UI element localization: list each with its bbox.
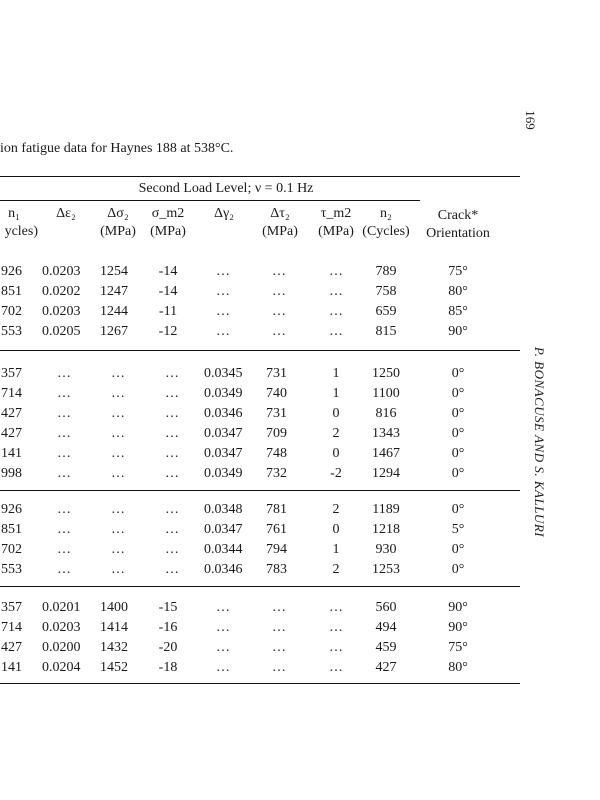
cell-sigma-m2: … [165, 446, 179, 461]
cell-sigma-m2: -16 [158, 620, 178, 635]
cell-tau-m2: -2 [330, 466, 342, 481]
cell-delta-gamma2: 0.0348 [204, 502, 243, 517]
table-row [0, 522, 520, 542]
page-number: 169 [522, 110, 538, 130]
group-rule-1 [0, 350, 520, 351]
table-row [0, 426, 520, 446]
cell-delta-sigma2: … [111, 466, 125, 481]
cell-n2: 494 [375, 620, 397, 635]
cell-n2: 930 [375, 542, 397, 557]
cell-crack: 90° [448, 600, 468, 615]
cell-n1: 553 [1, 562, 22, 577]
cell-sigma-m2: … [165, 542, 179, 557]
cell-delta-epsilon2: 0.0200 [42, 640, 81, 655]
cell-crack: 90° [448, 620, 468, 635]
table-bottom-rule [0, 683, 520, 684]
cell-delta-tau2: 748 [266, 446, 287, 461]
cell-delta-epsilon2: … [57, 542, 71, 557]
cell-tau-m2: … [329, 324, 343, 339]
cell-tau-m2: 0 [332, 522, 340, 537]
cell-tau-m2: 1 [332, 542, 340, 557]
cell-n1: 702 [1, 304, 22, 319]
table-row [0, 304, 520, 324]
cell-sigma-m2: … [165, 406, 179, 421]
header-delta-sigma2: Δσ₂ [107, 206, 129, 221]
cell-tau-m2: … [329, 640, 343, 655]
cell-n2: 1218 [372, 522, 400, 537]
cell-n1: 553 [1, 324, 22, 339]
cell-crack: 0° [451, 466, 465, 481]
cell-n1: 926 [1, 502, 22, 517]
header-delta-epsilon2: Δε₂ [56, 206, 76, 221]
cell-delta-gamma2: 0.0349 [204, 386, 243, 401]
cell-crack: 0° [451, 386, 465, 401]
cell-crack: 0° [451, 366, 465, 381]
header-crack: Crack* [437, 208, 479, 223]
table-row [0, 324, 520, 344]
cell-n1: 851 [1, 522, 22, 537]
header-tau-m2-unit: (MPa) [318, 224, 354, 239]
cell-n1: 427 [1, 426, 22, 441]
cell-delta-gamma2: … [216, 620, 230, 635]
cell-delta-tau2: … [272, 324, 286, 339]
cell-delta-tau2: 740 [266, 386, 287, 401]
table-caption: ion fatigue data for Haynes 188 at 538°C. [0, 141, 234, 156]
table-row [0, 466, 520, 486]
cell-delta-sigma2: … [111, 386, 125, 401]
cell-delta-gamma2: 0.0346 [204, 406, 243, 421]
cell-delta-gamma2: 0.0347 [204, 522, 243, 537]
cell-delta-sigma2: … [111, 446, 125, 461]
cell-delta-gamma2: … [216, 284, 230, 299]
cell-tau-m2: … [329, 620, 343, 635]
cell-n2: 1189 [372, 502, 400, 517]
cell-crack: 5° [451, 522, 465, 537]
table-row [0, 502, 520, 522]
cell-tau-m2: 0 [332, 406, 340, 421]
cell-delta-sigma2: 1247 [100, 284, 128, 299]
cell-delta-epsilon2: … [57, 446, 71, 461]
cell-n2: 459 [375, 640, 397, 655]
cell-delta-epsilon2: 0.0203 [42, 304, 81, 319]
cell-n2: 816 [375, 406, 397, 421]
group-header: Second Load Level; ν = 0.1 Hz [138, 181, 314, 196]
header-n2-unit: (Cycles) [362, 224, 410, 239]
running-head: P. BONACUSE AND S. KALLURI [532, 346, 547, 538]
cell-delta-gamma2: … [216, 640, 230, 655]
cell-crack: 0° [451, 406, 465, 421]
table-row [0, 446, 520, 466]
cell-n1: 926 [1, 264, 22, 279]
cell-n1: 702 [1, 542, 22, 557]
cell-n2: 1343 [372, 426, 400, 441]
cell-delta-epsilon2: … [57, 366, 71, 381]
table-row [0, 386, 520, 406]
header-delta-tau2: Δτ₂ [270, 206, 290, 221]
cell-delta-tau2: … [272, 284, 286, 299]
cell-n2: 1294 [372, 466, 400, 481]
cell-delta-epsilon2: … [57, 502, 71, 517]
cell-delta-tau2: 761 [266, 522, 287, 537]
cell-delta-epsilon2: 0.0205 [42, 324, 81, 339]
header-n2: n₂ [380, 206, 392, 221]
cell-delta-gamma2: … [216, 324, 230, 339]
header-n1-unit: ycles) [4, 224, 38, 239]
cell-crack: 80° [448, 284, 468, 299]
cell-delta-gamma2: … [216, 660, 230, 675]
cell-tau-m2: … [329, 304, 343, 319]
table-row [0, 660, 520, 680]
cell-delta-sigma2: … [111, 562, 125, 577]
cell-sigma-m2: … [165, 466, 179, 481]
cell-sigma-m2: -20 [158, 640, 178, 655]
cell-crack: 0° [451, 542, 465, 557]
cell-n1: 357 [1, 600, 22, 615]
table-row [0, 366, 520, 386]
table-row [0, 620, 520, 640]
cell-n2: 1250 [372, 366, 400, 381]
cell-delta-epsilon2: 0.0202 [42, 284, 81, 299]
cell-delta-gamma2: … [216, 304, 230, 319]
cell-delta-tau2: 794 [266, 542, 287, 557]
header-delta-sigma2-unit: (MPa) [100, 224, 136, 239]
cell-delta-tau2: … [272, 640, 286, 655]
cell-delta-epsilon2: … [57, 522, 71, 537]
cell-delta-epsilon2: … [57, 406, 71, 421]
cell-delta-sigma2: 1400 [100, 600, 128, 615]
cell-tau-m2: 0 [332, 446, 340, 461]
cell-delta-tau2: 783 [266, 562, 287, 577]
cell-crack: 0° [451, 562, 465, 577]
cell-sigma-m2: … [165, 522, 179, 537]
cell-n2: 1467 [372, 446, 400, 461]
cell-delta-gamma2: … [216, 600, 230, 615]
cell-delta-tau2: … [272, 600, 286, 615]
group-rule-3 [0, 586, 520, 587]
cell-delta-epsilon2: … [57, 562, 71, 577]
cell-delta-sigma2: … [111, 522, 125, 537]
header-n1: n₁ [8, 206, 20, 221]
cell-delta-tau2: 732 [266, 466, 287, 481]
cell-delta-sigma2: … [111, 542, 125, 557]
cell-sigma-m2: … [165, 426, 179, 441]
cell-delta-tau2: 731 [266, 406, 287, 421]
cell-delta-gamma2: 0.0347 [204, 446, 243, 461]
cell-crack: 85° [448, 304, 468, 319]
cell-delta-sigma2: 1267 [100, 324, 128, 339]
cell-sigma-m2: … [165, 562, 179, 577]
cell-delta-sigma2: … [111, 406, 125, 421]
cell-tau-m2: … [329, 284, 343, 299]
cell-n1: 714 [1, 620, 22, 635]
cell-delta-gamma2: 0.0347 [204, 426, 243, 441]
cell-delta-gamma2: 0.0349 [204, 466, 243, 481]
cell-sigma-m2: … [165, 366, 179, 381]
cell-delta-gamma2: 0.0345 [204, 366, 243, 381]
cell-n2: 659 [375, 304, 397, 319]
cell-n2: 560 [375, 600, 397, 615]
cell-delta-gamma2: … [216, 264, 230, 279]
group-rule-2 [0, 490, 520, 491]
cell-crack: 75° [448, 264, 468, 279]
cell-crack: 0° [451, 446, 465, 461]
cell-n2: 1100 [372, 386, 400, 401]
group-header-rule [0, 200, 420, 201]
cell-delta-epsilon2: 0.0203 [42, 620, 81, 635]
cell-sigma-m2: -18 [158, 660, 178, 675]
table-top-rule [0, 176, 520, 177]
cell-n2: 815 [375, 324, 397, 339]
cell-n1: 357 [1, 366, 22, 381]
table-row [0, 284, 520, 304]
cell-n1: 427 [1, 640, 22, 655]
cell-delta-tau2: 731 [266, 366, 287, 381]
cell-tau-m2: 2 [332, 426, 340, 441]
cell-sigma-m2: -14 [158, 264, 178, 279]
cell-crack: 80° [448, 660, 468, 675]
cell-n2: 758 [375, 284, 397, 299]
cell-n1: 851 [1, 284, 22, 299]
cell-crack: 0° [451, 502, 465, 517]
cell-delta-sigma2: 1432 [100, 640, 128, 655]
cell-delta-sigma2: 1244 [100, 304, 128, 319]
header-crack-unit: Orientation [426, 226, 490, 241]
cell-n2: 1253 [372, 562, 400, 577]
header-delta-gamma2: Δγ₂ [213, 206, 235, 221]
cell-delta-epsilon2: … [57, 426, 71, 441]
cell-sigma-m2: -11 [158, 304, 178, 319]
cell-sigma-m2: … [165, 502, 179, 517]
cell-tau-m2: … [329, 660, 343, 675]
cell-delta-gamma2: 0.0346 [204, 562, 243, 577]
cell-n2: 427 [375, 660, 397, 675]
cell-tau-m2: … [329, 600, 343, 615]
cell-delta-tau2: 709 [266, 426, 287, 441]
cell-n1: 998 [1, 466, 22, 481]
cell-sigma-m2: -14 [158, 284, 178, 299]
cell-delta-tau2: 781 [266, 502, 287, 517]
cell-delta-sigma2: 1414 [100, 620, 128, 635]
cell-delta-epsilon2: 0.0203 [42, 264, 81, 279]
cell-n1: 141 [1, 446, 22, 461]
cell-delta-sigma2: … [111, 366, 125, 381]
cell-sigma-m2: -15 [158, 600, 178, 615]
cell-delta-epsilon2: 0.0204 [42, 660, 81, 675]
table-row [0, 406, 520, 426]
cell-delta-epsilon2: 0.0201 [42, 600, 81, 615]
cell-n1: 141 [1, 660, 22, 675]
header-sigma-m2-unit: (MPa) [150, 224, 186, 239]
cell-tau-m2: 2 [332, 562, 340, 577]
table-row [0, 562, 520, 582]
table-row [0, 542, 520, 562]
table-row [0, 600, 520, 620]
cell-n2: 789 [375, 264, 397, 279]
cell-delta-sigma2: … [111, 426, 125, 441]
cell-tau-m2: 2 [332, 502, 340, 517]
cell-delta-tau2: … [272, 660, 286, 675]
cell-delta-sigma2: … [111, 502, 125, 517]
cell-sigma-m2: -12 [158, 324, 178, 339]
cell-delta-tau2: … [272, 264, 286, 279]
cell-delta-gamma2: 0.0344 [204, 542, 243, 557]
cell-sigma-m2: … [165, 386, 179, 401]
cell-tau-m2: 1 [332, 386, 340, 401]
cell-crack: 0° [451, 426, 465, 441]
cell-crack: 90° [448, 324, 468, 339]
header-sigma-m2: σ_m2 [151, 206, 185, 221]
cell-tau-m2: 1 [332, 366, 340, 381]
cell-n1: 714 [1, 386, 22, 401]
table-row [0, 640, 520, 660]
cell-delta-epsilon2: … [57, 466, 71, 481]
table-row [0, 264, 520, 284]
cell-delta-sigma2: 1452 [100, 660, 128, 675]
cell-delta-tau2: … [272, 620, 286, 635]
cell-crack: 75° [448, 640, 468, 655]
cell-delta-tau2: … [272, 304, 286, 319]
cell-tau-m2: … [329, 264, 343, 279]
header-delta-tau2-unit: (MPa) [262, 224, 298, 239]
cell-n1: 427 [1, 406, 22, 421]
cell-delta-sigma2: 1254 [100, 264, 128, 279]
cell-delta-epsilon2: … [57, 386, 71, 401]
header-tau-m2: τ_m2 [320, 206, 352, 221]
